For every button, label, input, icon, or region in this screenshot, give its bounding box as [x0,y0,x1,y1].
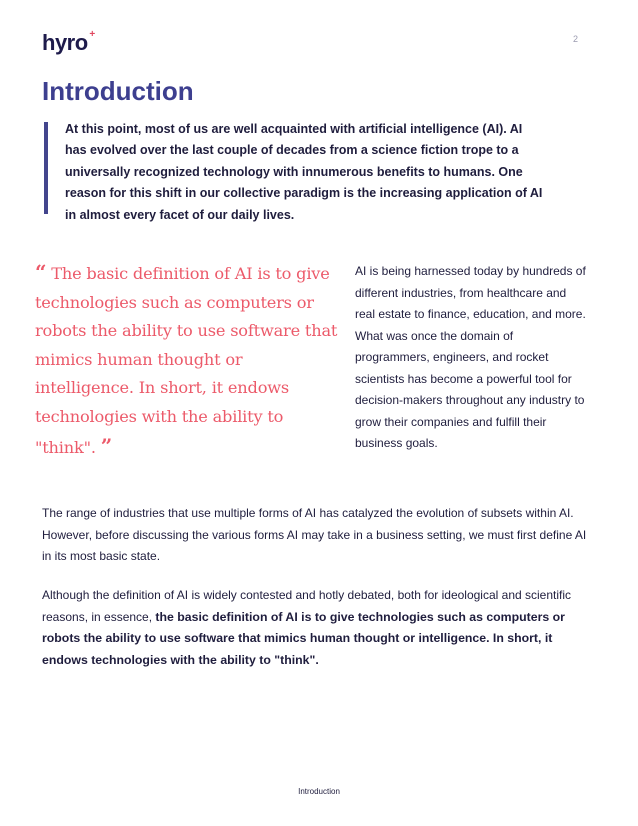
page-number: 2 [572,34,578,44]
pull-quote-text: The basic definition of AI is to give technologies such as computers or robots the ability to use software that mimics human thought or intelligence. In short, it endows technologies with the ability to "think". [35,264,338,457]
footer-label: Introduction [298,787,340,796]
pull-quote [35,258,345,462]
logo-wordmark: hyro [42,30,88,55]
body-paragraph-2-emphasis: the basic definition of AI is to give technologies such as computers or robots the ability to use software that mimics human thought or intelligence. In short, it endows technologies with the ability to "think". [42,609,565,667]
lead-accent-bar [44,122,48,214]
lead-paragraph: At this point, most of us are well acquainted with artificial intelligence (AI). AI has evolved over the last couple of decades from a science fiction trope to a universally recognized technology with innumerous benefits to humans. One reason for this shift in our collective paradigm is the increasing application of AI in almost every facet of our daily lives. [65,122,543,222]
logo-plus-mark: + [89,29,95,40]
body-paragraph-2-intro: Although the definition of AI is widely contested and hotly debated, both for ideological and scientific reasons, in essence, [42,588,572,624]
quote-close-mark: ” [100,433,113,458]
body-paragraph-1: The range of industries that use multiple forms of AI has catalyzed the evolution of subsets within AI. However, before discussing the various forms AI may take in a business setting, we must first define AI in its most basic state. [42,506,587,564]
body-paragraph-2 [42,585,587,671]
side-paragraph: AI is being harnessed today by hundreds of different industries, from healthcare and real estate to finance, education, and more. What was once the domain of programmers, engineers, and rocket scientists has become a powerful tool for decision-makers throughout any industry to grow their companies and fulfill their business goals. [355,264,586,450]
page-title: Introduction [42,76,194,106]
hyro-logo [42,29,95,56]
quote-open-mark: “ [35,260,47,284]
